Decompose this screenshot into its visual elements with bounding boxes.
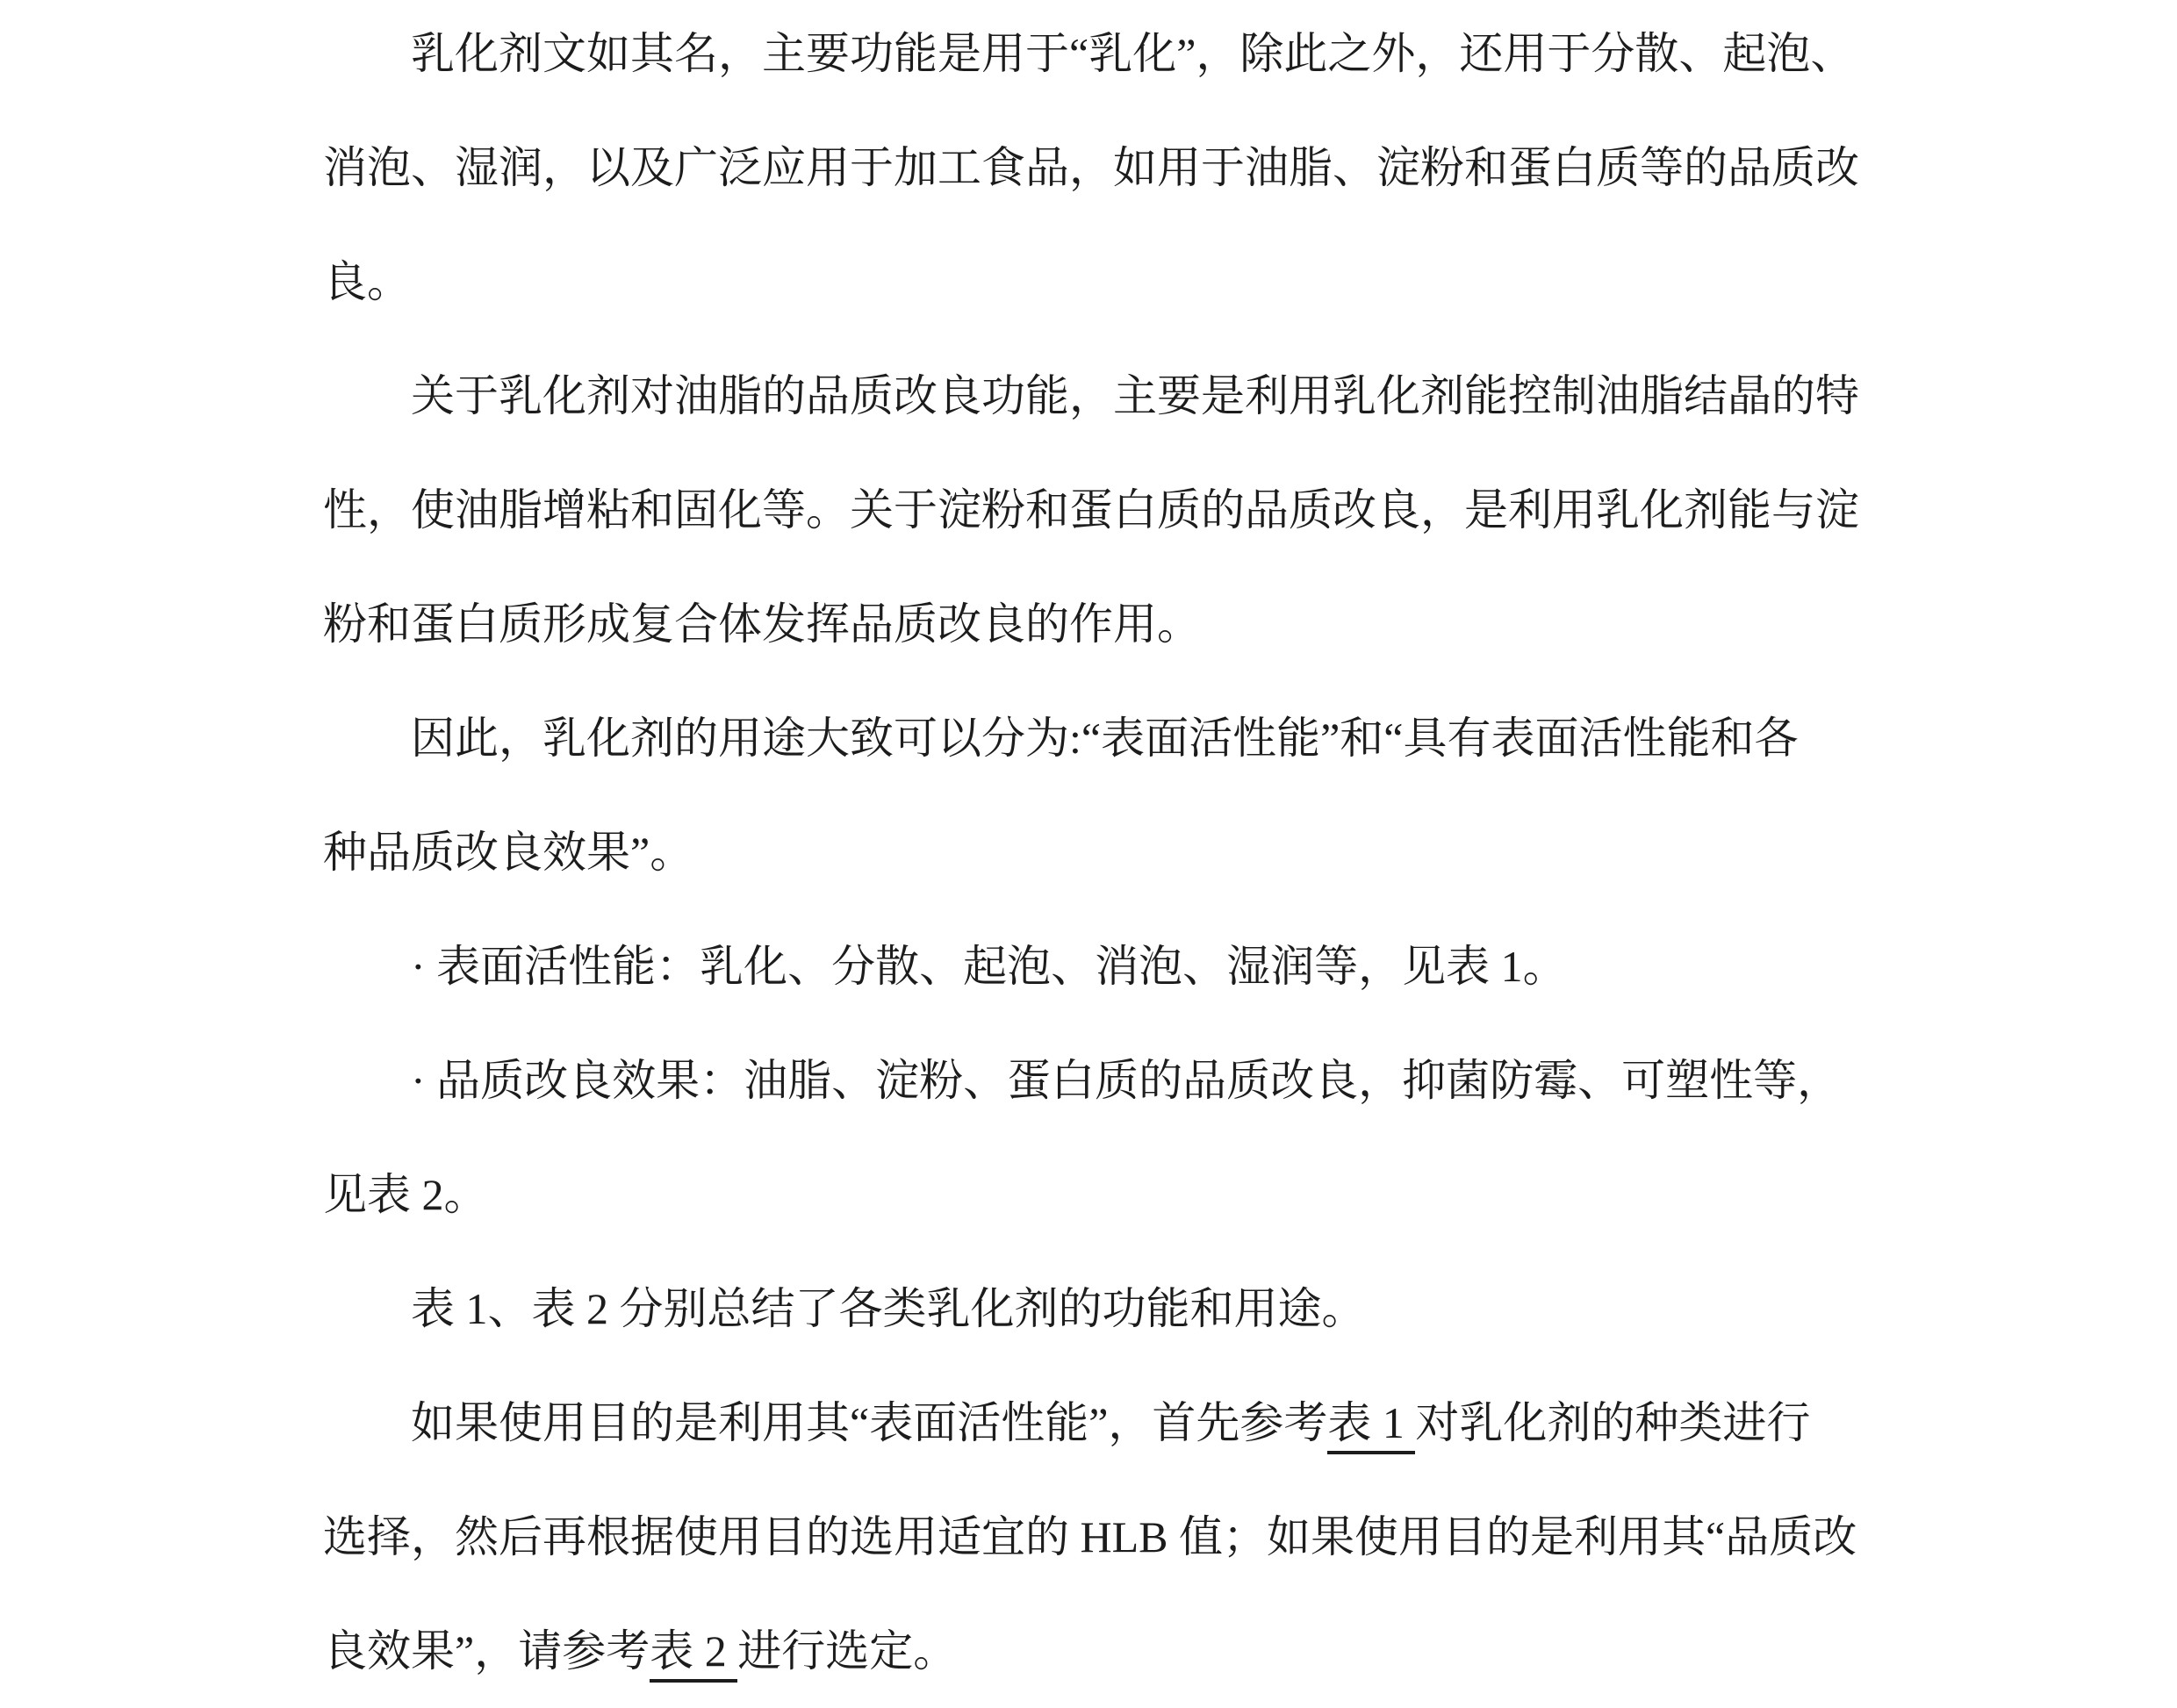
- text-line: [323, 453, 1903, 567]
- text-segment: 表 1、表 2 分别总结了各类乳化剂的功能和用途。: [411, 1284, 1366, 1333]
- text-segment: 乳化剂文如其名，主要功能是用于“乳化”，除此之外，还用于分散、起泡、: [411, 29, 1855, 78]
- text-line: [323, 1252, 1903, 1366]
- text-segment: 因此，乳化剂的用途大致可以分为:“表面活性能”和“具有表面活性能和各: [411, 714, 1799, 763]
- text-segment: 良效果”，请参考: [323, 1626, 650, 1676]
- text-line: [323, 111, 1903, 225]
- text-segment: 选择，然后再根据使用目的选用适宜的 HLB 值；如果使用目的是利用其“品质改: [323, 1512, 1857, 1561]
- text-line: [323, 1137, 1903, 1252]
- text-line: [323, 225, 1903, 339]
- text-segment: 良。: [323, 257, 411, 306]
- text-segment: 粉和蛋白质形成复合体发挥品质改良的作用。: [323, 599, 1201, 649]
- text-segment: 关于乳化剂对油脂的品质改良功能，主要是利用乳化剂能控制油脂结晶的特: [411, 371, 1859, 420]
- text-segment: 如果使用目的是利用其“表面活性能”，首先参考: [411, 1398, 1328, 1447]
- text-segment: 消泡、湿润，以及广泛应用于加工食品，如用于油脂、淀粉和蛋白质等的品质改: [323, 143, 1859, 192]
- text-segment: 对乳化剂的种类进行: [1415, 1398, 1811, 1447]
- text-segment: 见表 2。: [323, 1170, 488, 1219]
- text-line: [323, 339, 1903, 453]
- text-segment: 进行选定。: [737, 1626, 958, 1676]
- text-segment: · 表面活性能：乳化、分散、起泡、消泡、湿润等，见表 1。: [411, 942, 1567, 991]
- text-line: [323, 795, 1903, 909]
- text-segment: · 品质改良效果：油脂、淀粉、蛋白质的品质改良，抑菌防霉、可塑性等，: [411, 1056, 1842, 1105]
- text-line: [323, 1366, 1903, 1480]
- text-line: [323, 1023, 1903, 1137]
- text-line: [323, 681, 1903, 795]
- text-line: [323, 909, 1903, 1023]
- text-line: [323, 1480, 1903, 1594]
- text-line: [323, 1594, 1903, 1708]
- body-text: [323, 0, 1903, 1708]
- table-reference-underlined: 表 1: [1327, 1398, 1415, 1454]
- text-line: [323, 567, 1903, 681]
- text-line: [323, 0, 1903, 111]
- table-reference-underlined: 表 2: [650, 1626, 737, 1683]
- text-segment: 种品质改良效果”。: [323, 828, 694, 877]
- text-segment: 性，使油脂增粘和固化等。关于淀粉和蛋白质的品质改良，是利用乳化剂能与淀: [323, 485, 1859, 535]
